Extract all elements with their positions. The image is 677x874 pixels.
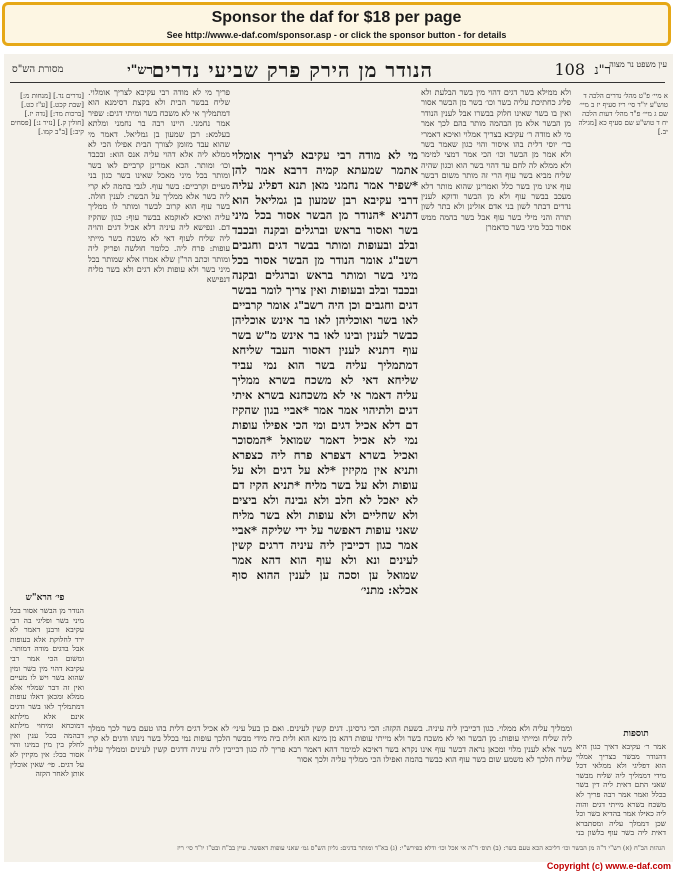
rosh-commentary: הנודר מן הבשר אסור בכל מיני בשר ופליגי בה רבי עקיבא ורבנן דאמר לא ירד לחלוקת אלא בעופות אבל בדגים מודה דמותר. ומשום הכי אמר רבי עקיבא דהוי מין בשר ומין שהוא בשר ויש לו מעיים ואין זה דבר שמלוי אלא ממלא ומכאן דאלו עופות דמתמליך לאו בשר ודגים אינם אלא מילתא דמוכחא ומיחוי מילתא דבהמה בכל ענין ואין לחלק בין מין במינו והוי אסור בכל: אין מקיזין לא על דגים. פי׳ שאין אוכלין אותן לאחר הקזה: [10, 606, 84, 779]
sponsor-banner[interactable]: [2, 2, 671, 46]
copyright-notice[interactable]: Copyright (c) www.e-daf.com: [546, 861, 671, 871]
header-divider: [10, 82, 665, 83]
chapter-title: הנודר מן הירק פרק שביעי נדרים: [151, 58, 433, 82]
masoret-hashas-label: מסורת הש"ס: [12, 64, 64, 75]
rosh-title: פי׳ הרא"ש: [25, 593, 65, 603]
ran-header-label: ר"נ: [594, 63, 611, 78]
rashi-commentary: פריך מי לא מודה רבי עקיבא לצריך אומלוי. שליח בבשר הבית ולא בקצת דסימנא הוא דמתמליך אי לא משכח בשר ומיתי דגים: שפיר אמר נחמני. היינו רבה בר נחמני ומלתא בעלמא: רבן שמעון בן גמליאל. דאמר מי שהוא עבד מזומן לצורך הבית אפילו הכי לא ממלא ליה אלא דהוי עליה אנס הוא: ובכבד וכו׳ ומותר. הכא אמרינן קרביים לאו בשר ומותר בכל מיני מאכל שאינו בשר כגון בני מעיים וקרביים: בשר עוף. לגבי בהמה לא קרי ליה בשר אלא ממליך על הבשר: לענין חולה. בשר עוף הוא קרוב לבשר ומותר לו ממליך עליה ואיכא לאוקמא בבשר עוף: כגון שהקיז דם. ונפישא ליה עיניה דלא אכיל דגים והויה ליה שליח לעוף דאי לא משכח בשר מייתי עופות: פרח ליה. כלומר חולשה ופריק ליה ומותר וכתב הר"ן שלא אמרו אלא שמותר בכל מיני בשר ולא עופות ולא דגים ולא בשר מליח דנפישא: [88, 88, 230, 285]
masoret-hashas-margin: [נדרים נד.] [מנחות מ:] [שבת קכט.] [ע"ז כט.] [ברכות מד:] [נדה יז.] [חולין ק.] [נזיר נ:] [פסחים קיב:] [ב"ב קמו.]: [10, 92, 84, 136]
gemara-text: מי לא מודה רבי עקיבא לצריך אומלוי אתמר שמעתא קמיה דרבא אמר להן *שפיר אמר נחמני מאן תנא דפליג עליה דרבי עקיבא רבן שמעון בן גמליאל הוא דתניא *הנודר מן הבשר אסור בכל מיני בשר ואסור בראש וברגלים ובקנה ובכבד ובלב ובעופות ומותר בבשר דגים וחגבים רשב"ג אומר הנודר מן הבשר אסור בכל מיני בשר ומותר בראש וברגלים ובקנה ובכבד ובלב ובעופות ואין צריך לומר בבשר דגים וחגבים וכן היה רשב"ג אומר קרביים לאו בשר ואוכליהן לאו בר אינש אוכליהן כבשר לענין ובינו לאו בר אינש מ"ש בשר עוף דתניא לענין דאסור העבד שליחא דמתמליך עליה בשר הוא נמי עביד שליחא דאי לא משכח בשרא ממליך עליה דאמר אי לא משכחנא בשרא איתי דגים ולתיהוי אמר אמר *אביי בגון שהקיז דם דלא אכיל דגים ומי הכי אפילו עופות נמי לא אכיל דאמר שמואל *המסוכר ואכיל בשרא דצפרא פרח ליה כצפרא ותניא אין מקיזין *לא על דגים ולא על עופות ולא על בשר מליח *תניא הקיז דם לא יאכל לא חלב ולא גבינה ולא ביצים ולא שחליים ולא עופות ולא בשר מליח שאני עופות דאפשר על ידי שליקה *אביי אמר כגון דכייבין ליה עיניה דרגים קשין לעינים ונא ולא עוף הוא דהא אמר שמואל ען וסכה ען לענין ההוא סוף אכלא: מתני׳: [232, 148, 418, 597]
ein-mishpat-label: עין משפט נר מצוה: [609, 60, 667, 69]
rashi-header-label: רש"י: [127, 63, 153, 78]
bottom-commentary: וממליך עליה ולא ממלוי. כגון דכייבין ליה עיניה. בשעת הקזה: הכי גרסינן. דגים קשין לעינים. ואם כן בעל עיני׳ לא אכיל דגים דלית בהו טעם בשר לכך ממלך ליה שליח ומייתי עופות: מן הבשר ואי לא משכח בשר ולא מייתי עופות דהא מן מינא הוא ולית ביה מידי מבשר הלכך עופות נמי בכלל בשר נינהו ודגים לא קרי בשר אלא לענין מלוי ומכאן נראה דבשר עוף אינו נקרא בשר דאיכא למימר דהא דאמר רבא פריך לה כגון דכייבין ליה עיניה דדגים קשין לעינים וממליך עליה שליח הלכך לא משמע שום בשר עוף הוא כבשר בהמה ואפילו הכי ממליך עליה ולכך אסור: [88, 724, 572, 765]
page-running-header: [4, 58, 673, 84]
tosafot-commentary: אמר ר׳ עקיבא דאיך כגון היא דהנודר מבשר בצריך אמלוי הוא דפליגי ולא ממלאי דכל מידי דממליך ליה שליח מבשר שאני התם דאית ליה דין בשר בכלל ואמר אמר רבה פריך לא משכח בשרא מייתי דגים והוה ליה כאילו אמר בהדיא בשר וכל שכן דממלך עליה ומסתברא דאית ליה בשר עוף בלשון בני: [576, 742, 666, 838]
tosafot-title: תוספות: [623, 729, 649, 739]
sponsor-banner-title[interactable]: Sponsor the daf for $18 per page: [211, 9, 462, 26]
hagahot-footer: הגהות הב"ח (א) רש"י ד"ה מן הבשר וכו׳ דליכא הכא טעם בשר: (ב) תוס׳ ד"ה אי אכל וכו׳ ודלא כפירש"י: (ג) בא"ד ומותר בדגים: גליון הש"ס גמ׳ שאני עופות דאפשר. עיין בב"ח ובט"ז יו"ד סי׳ ריז: [177, 845, 665, 852]
page-number: 108: [554, 60, 585, 79]
sponsor-banner-subtitle[interactable]: See http://www.e-daf.com/sponsor.asp - or click the sponsor button - for details: [166, 30, 507, 40]
ein-mishpat-margin: א מיי׳ פ"ט מהל׳ נדרים הלכה ד טוש"ע יו"ד סי׳ ריז סעיף יז ב מיי׳ שם ג מיי׳ פ"ד מהל׳ דעות הלכה יח ד טוש"ע שם סעיף כא [מגילה יב.]: [578, 92, 668, 136]
ran-commentary: ולא ממילא בשר דגים דהוי מין בשר הבלעת ולא פליג כחתיכת עליה בשר וכו׳ בשר מן הבשר אסור ואין בו בשר שאינו חלוק בבשרו אבל לענין הנודר מן הבשר אלא מן הבהמה מותר בהם לכך אמר מי לא מודה ר׳ עקיבא בצריך אמלוי ואיכא דאמרי בר׳ יוסי דלית בהו איסור והוי כגון שאמר בשר ולא אמר מן הבשר וכו׳ הכי אמר דמצי למימר ולא ממלא לה לחם עד דהוי בשר הוא וכגון שהיה שליח מביא בשר עוף הרי זה מותר משום דבשר עוף אינו מין בשר כלל ואמרינן שהוא מותר דלא מעכב בבשר עוף ולא מן הבשר ודוקא לענין נדרים דבתר לשון בני אדם אזלינן ולא בתר לשון תורה והני מילי בשר עוף אבל בשר בהמה ממש אסור בכל מיני בשר כדאמרן: [421, 88, 571, 233]
